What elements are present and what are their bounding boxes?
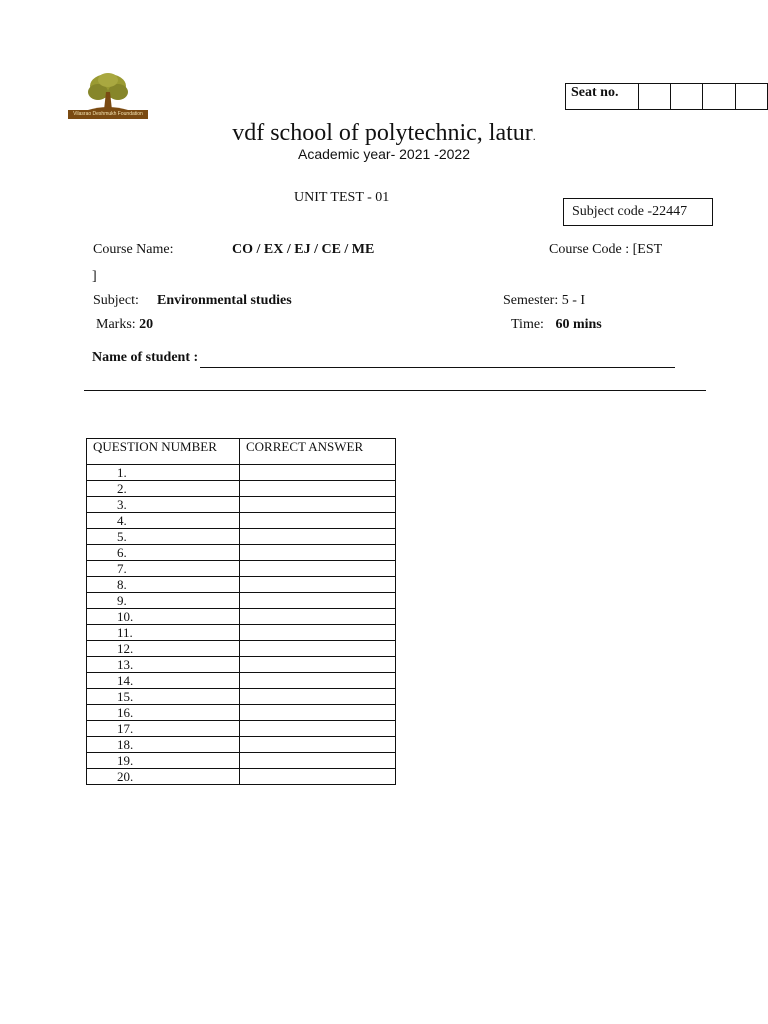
answer-cell[interactable] xyxy=(240,769,396,785)
answer-cell[interactable] xyxy=(240,465,396,481)
school-name xyxy=(0,120,768,147)
answer-cell[interactable] xyxy=(240,529,396,545)
subject-value: Environmental studies xyxy=(157,293,292,308)
marks xyxy=(96,317,153,333)
time xyxy=(511,317,602,333)
answer-cell[interactable] xyxy=(240,737,396,753)
question-number: 6. xyxy=(87,545,240,561)
semester: Semester: 5 - I xyxy=(503,293,586,308)
test-title: UNIT TEST - 01 xyxy=(294,190,390,205)
question-number: 5. xyxy=(87,529,240,545)
answer-cell[interactable] xyxy=(240,625,396,641)
question-number: 16. xyxy=(87,705,240,721)
answer-cell[interactable] xyxy=(240,497,396,513)
question-number-header: QUESTION NUMBER xyxy=(87,439,240,465)
question-number: 7. xyxy=(87,561,240,577)
answer-cell[interactable] xyxy=(240,657,396,673)
course-name-value: CO / EX / EJ / CE / ME xyxy=(232,242,375,257)
answer-cell[interactable] xyxy=(240,673,396,689)
student-name-label: Name of student : xyxy=(92,350,199,365)
question-number: 20. xyxy=(87,769,240,785)
marks-value: 20 xyxy=(139,317,154,332)
seat-digit-box[interactable] xyxy=(703,84,735,110)
question-number: 12. xyxy=(87,641,240,657)
answer-cell[interactable] xyxy=(240,689,396,705)
question-number: 19. xyxy=(87,753,240,769)
question-number: 9. xyxy=(87,593,240,609)
question-number: 18. xyxy=(87,737,240,753)
question-number: 13. xyxy=(87,657,240,673)
answer-cell[interactable] xyxy=(240,481,396,497)
question-number: 2. xyxy=(87,481,240,497)
question-number: 8. xyxy=(87,577,240,593)
marks-label: Marks: xyxy=(96,317,136,332)
answer-table xyxy=(86,438,396,785)
subject-code-box: Subject code -22447 xyxy=(563,198,713,226)
answer-cell[interactable] xyxy=(240,609,396,625)
correct-answer-header: CORRECT ANSWER xyxy=(240,439,396,465)
seat-digit-box[interactable] xyxy=(735,84,767,110)
answer-cell[interactable] xyxy=(240,721,396,737)
course-code-continued: ] xyxy=(92,269,97,284)
student-name-line-2[interactable] xyxy=(84,390,706,391)
question-number: 15. xyxy=(87,689,240,705)
question-number: 17. xyxy=(87,721,240,737)
question-number: 11. xyxy=(87,625,240,641)
question-number: 10. xyxy=(87,609,240,625)
school-name-text: vdf school of polytechnic, latur xyxy=(232,120,533,146)
academic-year: Academic year- 2021 -2022 xyxy=(298,146,470,162)
school-name-suffix: . xyxy=(532,129,536,143)
question-number: 4. xyxy=(87,513,240,529)
student-name-line[interactable] xyxy=(200,367,675,368)
question-number: 14. xyxy=(87,673,240,689)
answer-cell[interactable] xyxy=(240,641,396,657)
question-number: 3. xyxy=(87,497,240,513)
answer-cell[interactable] xyxy=(240,593,396,609)
answer-cell[interactable] xyxy=(240,513,396,529)
course-code-label: Course Code : [EST xyxy=(549,242,663,257)
answer-cell[interactable] xyxy=(240,545,396,561)
course-name-label: Course Name: xyxy=(93,242,174,257)
seat-digit-box[interactable] xyxy=(671,84,703,110)
answer-cell[interactable] xyxy=(240,705,396,721)
answer-cell[interactable] xyxy=(240,577,396,593)
logo-caption: Vilasrao Deshmukh Foundation xyxy=(68,110,148,119)
time-label: Time: xyxy=(511,317,544,332)
seat-label: Seat no. xyxy=(566,84,639,110)
question-number: 1. xyxy=(87,465,240,481)
subject-label: Subject: xyxy=(93,293,139,308)
answer-cell[interactable] xyxy=(240,561,396,577)
seat-number-grid xyxy=(565,83,768,110)
answer-cell[interactable] xyxy=(240,753,396,769)
seat-digit-box[interactable] xyxy=(639,84,671,110)
time-value: 60 mins xyxy=(555,317,602,332)
